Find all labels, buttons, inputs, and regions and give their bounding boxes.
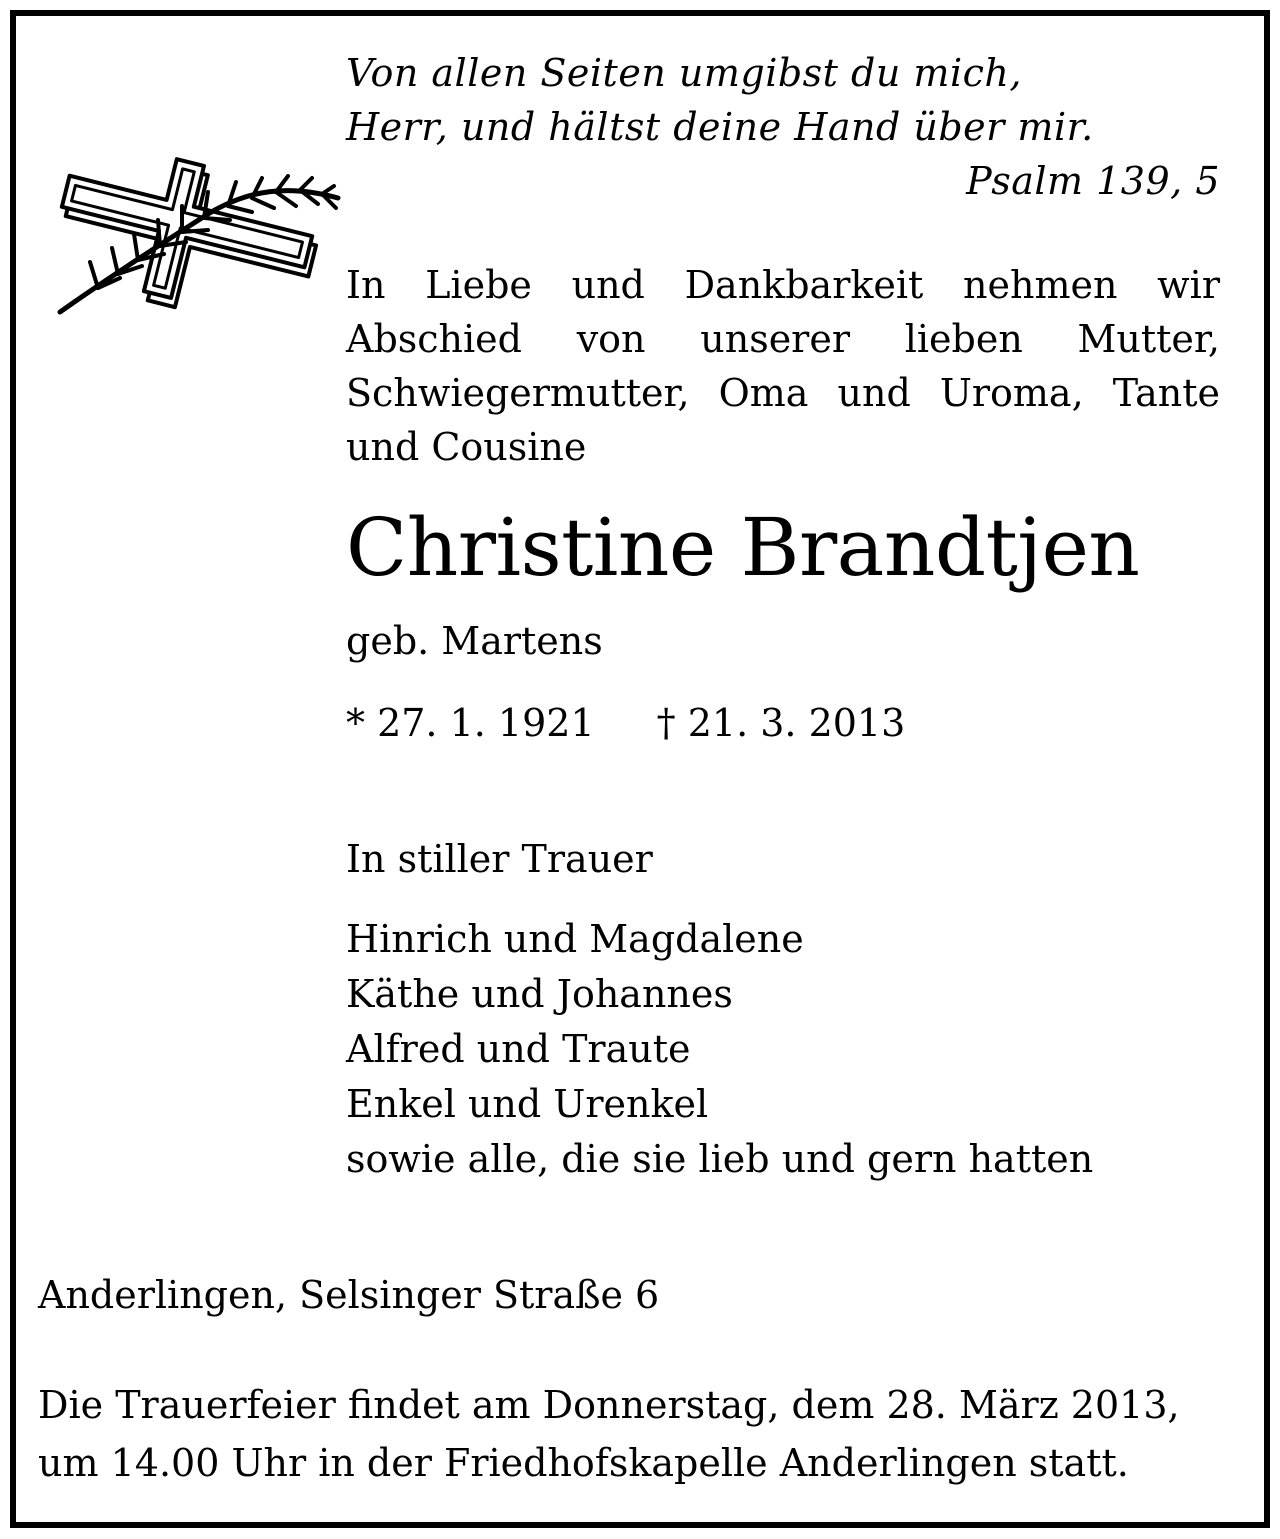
mourner-item: Alfred und Traute [346,1027,691,1071]
verse-line-1: Von allen Seiten umgibst du mich, [346,51,1022,95]
mourners-list [346,912,1093,1187]
verse-line-2: Herr, und hältst deine Hand über mir. [346,105,1094,149]
mourner-item: sowie alle, die sie lieb und gern hatten [346,1137,1094,1181]
cross-with-palm-branch-icon [38,150,350,320]
service-line-2: um 14.00 Uhr in der Friedhofskapelle Anderlingen statt. [38,1441,1129,1485]
deceased-name: Christine Brandtjen [346,501,1140,594]
bible-verse [346,46,1220,208]
birth-date: * 27. 1. 1921 [346,701,595,745]
death-date: † 21. 3. 2013 [656,701,906,745]
mourner-item: Hinrich und Magdalene [346,917,804,961]
verse-source: Psalm 139, 5 [966,159,1220,203]
service-line-1: Die Trauerfeier findet am Donnerstag, dem 28. März 2013, [38,1383,1180,1427]
funeral-service-notice [38,1376,1238,1492]
life-dates [346,696,905,750]
mourning-heading: In stiller Trauer [346,837,653,881]
address: Anderlingen, Selsinger Straße 6 [38,1273,660,1317]
mourner-item: Käthe und Johannes [346,972,733,1016]
maiden-name: geb. Martens [346,619,603,663]
mourner-item: Enkel und Urenkel [346,1082,709,1126]
intro-text: In Liebe und Dankbarkeit nehmen wir Abschied von unserer lieben Mutter, Schwiegermutter, Oma und Uroma, Tante und Cousine [346,263,1220,469]
